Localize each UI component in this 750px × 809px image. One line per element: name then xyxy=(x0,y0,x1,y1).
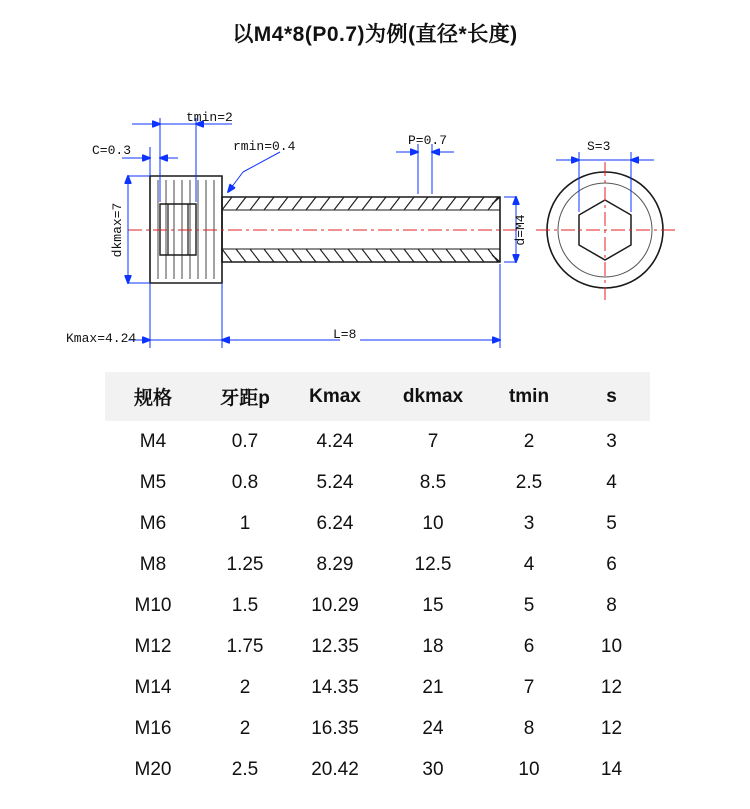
cell-kmax: 4.24 xyxy=(316,431,354,452)
cell-dkmax: 18 xyxy=(422,636,444,657)
cell-tmin: 8 xyxy=(523,718,535,739)
cell-kmax: 6.24 xyxy=(316,513,354,534)
column-header-pitch: 牙距p xyxy=(201,372,289,421)
cell-tmin: 2.5 xyxy=(515,472,543,493)
dimension-labels xyxy=(66,110,610,346)
spec-table-container xyxy=(105,372,650,790)
cell-size: M6 xyxy=(139,513,167,534)
cell-size: M8 xyxy=(139,554,167,575)
cell-dkmax: 7 xyxy=(427,431,439,452)
cell-pitch: 0.8 xyxy=(231,472,259,493)
cell-s: 4 xyxy=(606,472,617,493)
cell-s: 5 xyxy=(606,513,617,534)
cell-pitch: 0.7 xyxy=(231,431,259,452)
column-header-s: s xyxy=(573,372,650,421)
table-header-row xyxy=(105,372,650,421)
cell-tmin: 5 xyxy=(523,595,535,616)
cell-s: 3 xyxy=(606,431,617,452)
cell-s: 14 xyxy=(600,759,623,780)
cell-kmax: 5.24 xyxy=(316,472,354,493)
cell-size: M4 xyxy=(139,431,167,452)
cell-tmin: 7 xyxy=(523,677,535,698)
label-pitch: P=0.7 xyxy=(408,133,448,148)
dimension-lines xyxy=(122,118,654,348)
cell-s: 10 xyxy=(600,636,623,657)
cell-dkmax: 10 xyxy=(422,513,444,534)
center-lines xyxy=(128,162,676,300)
cell-s: 8 xyxy=(606,595,617,616)
cell-dkmax: 15 xyxy=(422,595,444,616)
cell-size: M14 xyxy=(134,677,172,698)
label-length: L=8 xyxy=(333,327,357,342)
cell-kmax: 16.35 xyxy=(311,718,359,739)
cell-pitch: 1.25 xyxy=(226,554,264,575)
cell-pitch: 2.5 xyxy=(231,759,259,780)
cell-s: 6 xyxy=(606,554,617,575)
cell-kmax: 12.35 xyxy=(311,636,359,657)
table-row xyxy=(105,585,650,626)
cell-pitch: 1.5 xyxy=(231,595,259,616)
spec-table xyxy=(105,372,650,790)
cell-pitch: 2 xyxy=(239,677,251,698)
table-row xyxy=(105,708,650,749)
cell-size: M12 xyxy=(134,636,172,657)
column-header-dkmax: dkmax xyxy=(381,372,485,421)
cell-tmin: 2 xyxy=(523,431,535,452)
page-title: 以M4*8(P0.7)为例(直径*长度) xyxy=(232,23,518,46)
screw-technical-drawing xyxy=(0,52,750,352)
table-row xyxy=(105,749,650,790)
cell-kmax: 20.42 xyxy=(311,759,359,780)
cell-size: M20 xyxy=(134,759,172,780)
label-tmin: tmin=2 xyxy=(186,110,233,125)
cell-s: 12 xyxy=(600,718,623,739)
table-body xyxy=(105,421,650,790)
cell-size: M10 xyxy=(134,595,172,616)
drawing-svg xyxy=(0,52,750,352)
cell-dkmax: 21 xyxy=(422,677,444,698)
cell-dkmax: 30 xyxy=(422,759,444,780)
cell-tmin: 3 xyxy=(523,513,535,534)
cell-tmin: 10 xyxy=(518,759,540,780)
label-c: C=0.3 xyxy=(92,143,132,158)
table-row xyxy=(105,421,650,462)
label-rmin: rmin=0.4 xyxy=(233,139,296,154)
table-head xyxy=(105,372,650,421)
label-kmax: Kmax=4.24 xyxy=(66,331,137,346)
cell-dkmax: 24 xyxy=(422,718,444,739)
cell-kmax: 8.29 xyxy=(316,554,354,575)
cell-pitch: 1.75 xyxy=(226,636,264,657)
column-header-kmax: Kmax xyxy=(289,372,381,421)
cell-kmax: 10.29 xyxy=(311,595,359,616)
label-s: S=3 xyxy=(587,139,611,154)
table-row xyxy=(105,462,650,503)
cell-dkmax: 8.5 xyxy=(419,472,447,493)
column-header-size: 规格 xyxy=(105,372,201,421)
cell-tmin: 4 xyxy=(523,554,535,575)
label-d: d=M4 xyxy=(513,214,528,246)
cell-kmax: 14.35 xyxy=(311,677,359,698)
column-header-tmin: tmin xyxy=(485,372,573,421)
cell-tmin: 6 xyxy=(523,636,535,657)
cell-pitch: 1 xyxy=(239,513,251,534)
cell-size: M5 xyxy=(139,472,167,493)
cell-pitch: 2 xyxy=(239,718,251,739)
label-dkmax: dkmax=7 xyxy=(110,202,125,258)
cell-dkmax: 12.5 xyxy=(414,554,452,575)
table-row xyxy=(105,503,650,544)
cell-size: M16 xyxy=(134,718,172,739)
table-row xyxy=(105,626,650,667)
cell-s: 12 xyxy=(600,677,623,698)
table-row xyxy=(105,667,650,708)
table-row xyxy=(105,544,650,585)
